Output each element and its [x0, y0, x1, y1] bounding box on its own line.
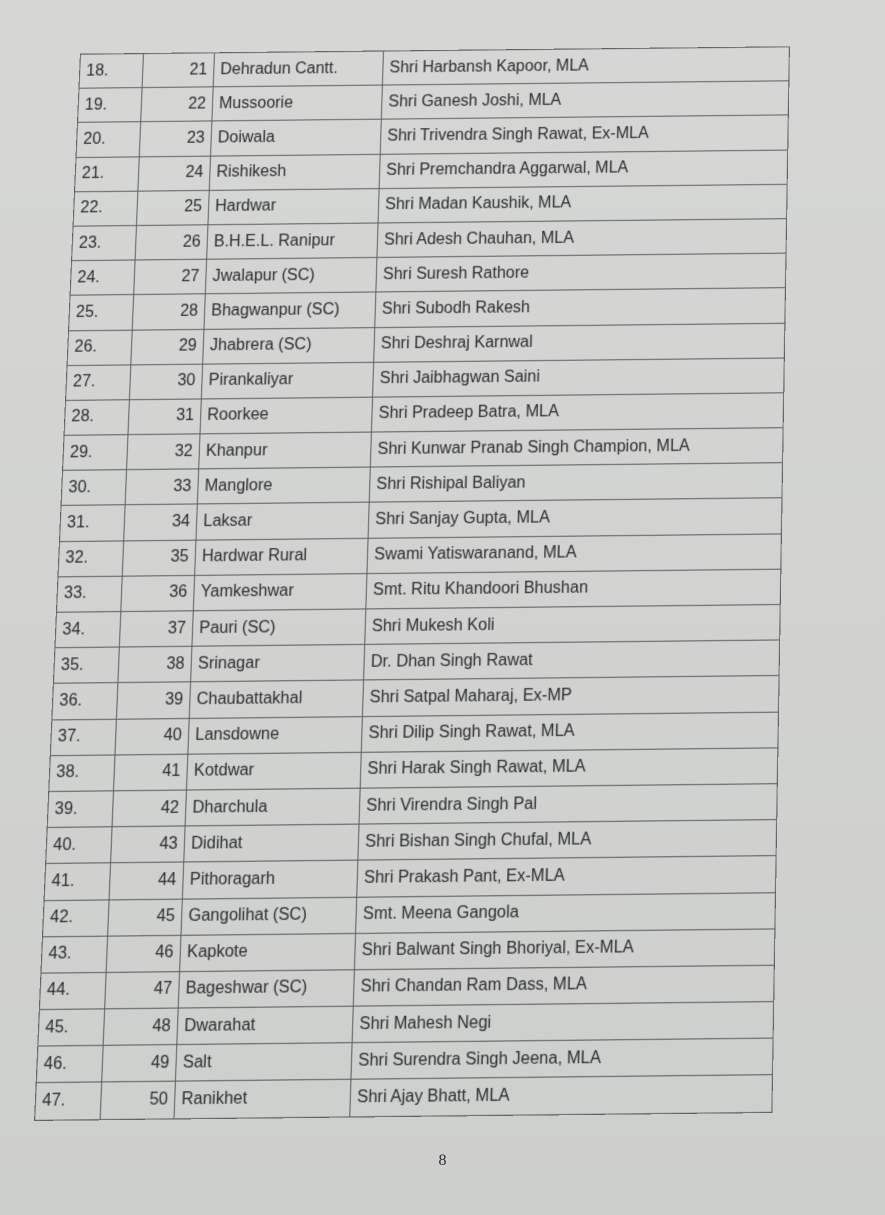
constituency-number-cell: 29: [131, 329, 204, 365]
constituency-name-cell: Lansdowne: [188, 716, 363, 754]
constituency-name-cell: Jhabrera (SC): [203, 327, 375, 364]
candidate-name-cell: Shri Trivendra Singh Rawat, Ex-MLA: [380, 115, 788, 154]
serial-number-cell: 45.: [38, 1009, 105, 1046]
candidate-name-cell: Shri Kunwar Pranab Singh Champion, MLA: [370, 428, 783, 468]
constituency-number-cell: 33: [125, 469, 199, 505]
serial-number-cell: 23.: [72, 225, 137, 260]
constituency-number-cell: 42: [112, 790, 186, 827]
constituency-number-cell: 44: [109, 862, 184, 899]
serial-number-cell: 33.: [56, 576, 122, 612]
serial-number-cell: 31.: [60, 505, 126, 541]
serial-number-cell: 38.: [49, 755, 115, 792]
candidate-name-cell: Shri Harbansh Kapoor, MLA: [382, 47, 789, 85]
constituency-number-cell: 24: [138, 156, 211, 191]
serial-number-cell: 28.: [64, 400, 129, 436]
constituency-name-cell: Gangolihat (SC): [181, 897, 357, 935]
constituency-name-cell: Kapkote: [180, 933, 356, 971]
constituency-number-cell: 43: [111, 826, 186, 863]
serial-number-cell: 20.: [76, 122, 141, 157]
constituency-name-cell: Laksar: [196, 503, 369, 540]
constituency-name-cell: Salt: [175, 1043, 352, 1082]
candidate-name-cell: Shri Chandan Ram Dass, MLA: [353, 965, 774, 1006]
serial-number-cell: 32.: [58, 541, 124, 577]
constituency-name-cell: Bageshwar (SC): [178, 970, 354, 1008]
constituency-number-cell: 35: [122, 540, 196, 576]
candidate-name-cell: Shri Pradeep Batra, MLA: [371, 393, 783, 432]
serial-number-cell: 21.: [75, 156, 140, 191]
candidate-name-cell: Shri Rishipal Baliyan: [369, 463, 782, 503]
candidate-name-cell: Shri Surendra Singh Jeena, MLA: [351, 1038, 773, 1079]
constituency-number-cell: 36: [121, 575, 195, 611]
constituency-name-cell: Dehradun Cantt.: [213, 51, 383, 87]
constituency-number-cell: 41: [114, 754, 188, 791]
constituency-name-cell: Khanpur: [199, 432, 372, 469]
constituency-number-cell: 31: [128, 399, 201, 435]
constituency-number-cell: 26: [135, 225, 208, 260]
constituency-number-cell: 22: [141, 87, 213, 122]
candidate-name-cell: Shri Prakash Pant, Ex-MLA: [357, 856, 776, 897]
candidate-name-cell: Swami Yatiswaranand, MLA: [367, 534, 781, 574]
table-row: [35, 1075, 773, 1120]
candidate-name-cell: Dr. Dhan Singh Rawat: [364, 640, 780, 680]
constituency-name-cell: Mussoorie: [212, 85, 383, 121]
serial-number-cell: 43.: [41, 936, 108, 973]
constituency-name-cell: Didihat: [184, 824, 359, 862]
constituency-name-cell: Hardwar: [208, 188, 379, 224]
constituency-number-cell: 49: [102, 1045, 177, 1083]
serial-number-cell: 27.: [66, 365, 131, 401]
constituency-number-cell: 38: [118, 646, 192, 683]
constituency-name-cell: Chaubattakhal: [189, 680, 363, 718]
constituency-name-cell: Ranikhet: [174, 1080, 351, 1119]
constituency-number-cell: 37: [119, 611, 193, 647]
candidate-name-cell: Shri Suresh Rathore: [376, 253, 786, 292]
candidate-table-body: [35, 47, 790, 1120]
candidate-name-cell: Shri Bishan Singh Chufal, MLA: [358, 820, 777, 861]
candidate-name-cell: Smt. Meena Gangola: [356, 892, 776, 933]
constituency-name-cell: Pirankaliyar: [201, 362, 373, 399]
serial-number-cell: 18.: [79, 54, 143, 89]
constituency-number-cell: 21: [142, 53, 214, 88]
candidate-name-cell: Shri Deshraj Karnwal: [374, 323, 785, 362]
candidate-name-cell: Shri Ajay Bhatt, MLA: [350, 1075, 773, 1116]
candidate-name-cell: Shri Sanjay Gupta, MLA: [368, 498, 782, 538]
constituency-number-cell: 25: [136, 190, 209, 225]
constituency-name-cell: Yamkeshwar: [193, 573, 367, 610]
constituency-name-cell: Dharchula: [185, 788, 360, 826]
constituency-number-cell: 34: [124, 504, 198, 540]
constituency-number-cell: 47: [105, 972, 180, 1009]
serial-number-cell: 47.: [35, 1082, 102, 1120]
candidate-name-cell: Shri Jaibhagwan Saini: [373, 358, 785, 397]
constituency-number-cell: 23: [139, 121, 212, 156]
constituency-number-cell: 32: [127, 434, 200, 470]
serial-number-cell: 42.: [43, 899, 110, 936]
constituency-number-cell: 48: [103, 1008, 178, 1045]
constituency-name-cell: Jwalapur (SC): [205, 258, 377, 295]
candidate-name-cell: Shri Madan Kaushik, MLA: [378, 184, 787, 223]
page-number: 8: [438, 1152, 447, 1169]
candidate-name-cell: Shri Ganesh Joshi, MLA: [381, 81, 789, 120]
serial-number-cell: 34.: [55, 612, 121, 648]
serial-number-cell: 29.: [63, 435, 128, 471]
constituency-number-cell: 27: [134, 259, 207, 294]
constituency-number-cell: 39: [116, 682, 190, 719]
constituency-name-cell: Pauri (SC): [192, 609, 366, 646]
constituency-name-cell: Pithoragarh: [182, 860, 358, 898]
serial-number-cell: 30.: [61, 470, 127, 506]
candidate-name-cell: Shri Virendra Singh Pal: [359, 784, 777, 825]
serial-number-cell: 44.: [39, 972, 106, 1009]
candidate-name-cell: Smt. Ritu Khandoori Bhushan: [366, 569, 781, 609]
constituency-number-cell: 30: [129, 364, 202, 400]
serial-number-cell: 35.: [53, 647, 119, 683]
candidate-name-cell: Shri Mukesh Koli: [365, 605, 781, 645]
serial-number-cell: 24.: [70, 260, 135, 295]
candidate-table: [34, 46, 790, 1120]
constituency-number-cell: 46: [106, 935, 181, 972]
constituency-name-cell: Bhagwanpur (SC): [204, 292, 376, 329]
constituency-name-cell: Rishikesh: [209, 154, 380, 190]
serial-number-cell: 26.: [67, 330, 132, 366]
constituency-number-cell: 45: [108, 899, 183, 936]
constituency-name-cell: Roorkee: [200, 397, 373, 434]
serial-number-cell: 40.: [46, 827, 112, 864]
constituency-name-cell: Hardwar Rural: [195, 538, 368, 575]
serial-number-cell: 22.: [73, 191, 138, 226]
constituency-number-cell: 28: [132, 294, 205, 330]
serial-number-cell: 39.: [47, 791, 113, 828]
candidate-name-cell: Shri Balwant Singh Bhoriyal, Ex-MLA: [354, 929, 774, 970]
candidate-name-cell: Shri Dilip Singh Rawat, MLA: [361, 712, 778, 752]
serial-number-cell: 46.: [36, 1046, 103, 1084]
constituency-name-cell: Manglore: [197, 467, 370, 504]
candidate-name-cell: Shri Mahesh Negi: [352, 1002, 774, 1043]
document-sheet: [34, 46, 790, 1120]
serial-number-cell: 36.: [52, 683, 118, 720]
candidate-name-cell: Shri Harak Singh Rawat, MLA: [360, 748, 778, 788]
constituency-number-cell: 50: [100, 1082, 175, 1120]
serial-number-cell: 37.: [50, 719, 116, 756]
constituency-number-cell: 40: [115, 718, 189, 755]
constituency-name-cell: Srinagar: [191, 645, 365, 683]
serial-number-cell: 25.: [69, 295, 134, 330]
serial-number-cell: 19.: [78, 88, 143, 123]
candidate-name-cell: Shri Satpal Maharaj, Ex-MP: [362, 676, 779, 716]
constituency-name-cell: Doiwala: [211, 120, 382, 156]
serial-number-cell: 41.: [44, 863, 110, 900]
constituency-name-cell: Dwarahat: [177, 1006, 353, 1045]
candidate-name-cell: Shri Subodh Rakesh: [375, 288, 786, 327]
candidate-name-cell: Shri Adesh Chauhan, MLA: [377, 219, 787, 258]
candidate-name-cell: Shri Premchandra Aggarwal, MLA: [379, 150, 788, 189]
constituency-name-cell: B.H.E.L. Ranipur: [207, 223, 378, 259]
constituency-name-cell: Kotdwar: [186, 752, 361, 790]
